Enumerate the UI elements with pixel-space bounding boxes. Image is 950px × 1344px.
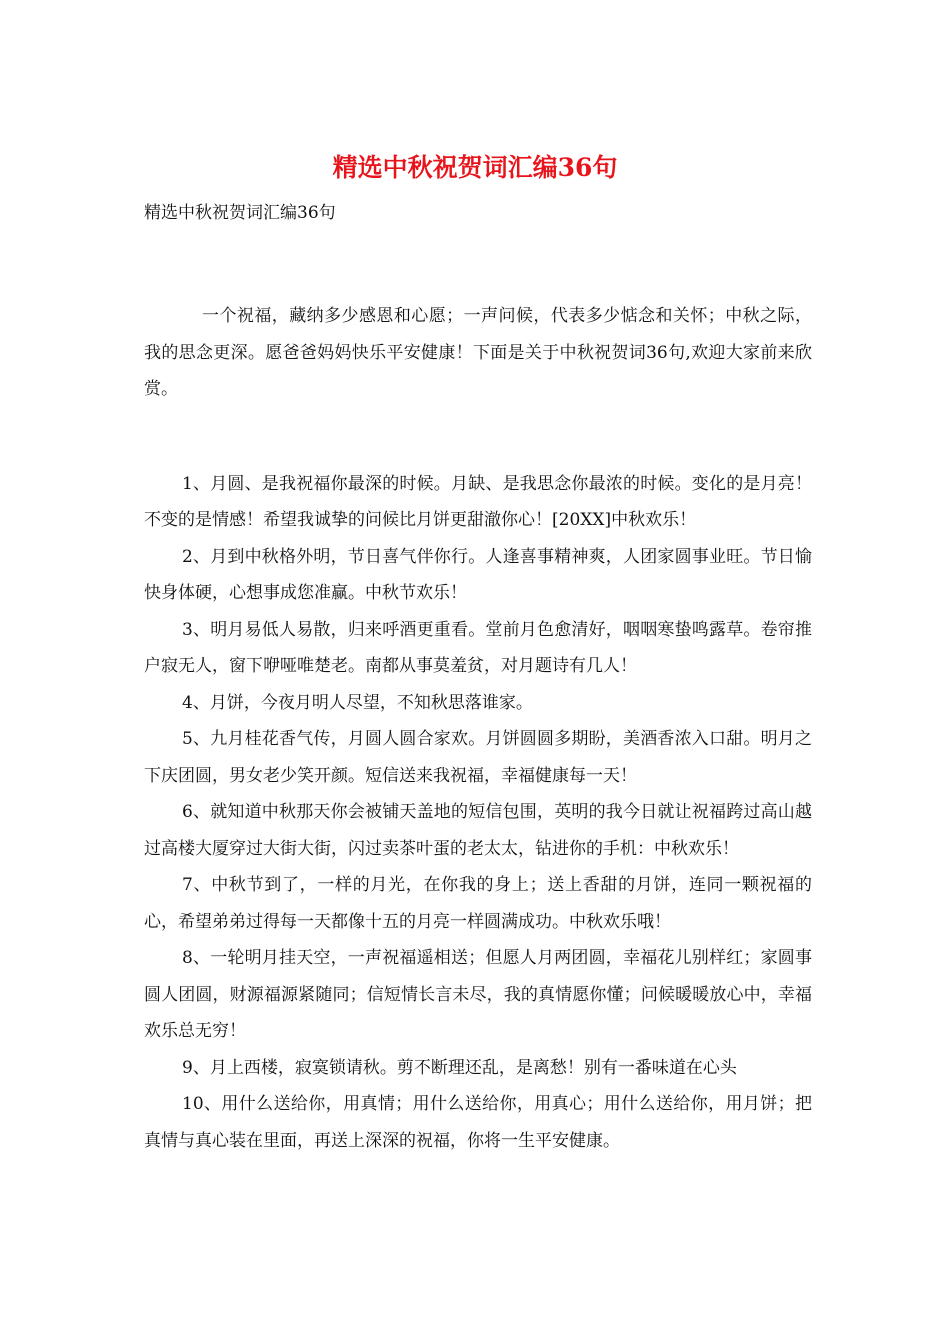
document-title: 精选中秋祝贺词汇编36句: [332, 153, 618, 182]
greeting-item-7: 7、中秋节到了，一样的月光，在你我的身上；送上香甜的月饼，连同一颗祝福的心，希望弟弟过得每一天都像十五的月亮一样圆满成功。中秋欢乐哦！: [144, 875, 812, 932]
document-subtitle: 精选中秋祝贺词汇编36句: [144, 203, 336, 223]
greeting-item-9: 9、月上西楼，寂寞锁请秋。剪不断理还乱，是离愁！别有一番味道在心头: [182, 1057, 737, 1078]
document-body: [144, 298, 812, 1159]
paragraph-spacer: [144, 408, 812, 466]
greeting-item-10: 10、用什么送给你，用真情；用什么送给你，用真心；用什么送给你，用月饼；把真情与真心装在里面，再送上深深的祝福，你将一生平安健康。: [144, 1094, 812, 1151]
greeting-item-5: 5、九月桂花香气传，月圆人圆合家欢。月饼圆圆多期盼，美酒香浓入口甜。明月之下庆团圆，男女老少笑开颜。短信送来我祝福，幸福健康每一天！: [144, 729, 812, 786]
intro-paragraph: 一个祝福，藏纳多少感恩和心愿；一声问候，代表多少惦念和关怀；中秋之际，我的思念更深。愿爸爸妈妈快乐平安健康！下面是关于中秋祝贺词36句,欢迎大家前来欣赏。: [144, 306, 812, 399]
greeting-item-1: 1、月圆、是我祝福你最深的时候。月缺、是我思念你最浓的时候。变化的是月亮！不变的是情感！希望我诚挚的问候比月饼更甜澈你心！[20XX]中秋欢乐！: [144, 473, 812, 530]
greeting-item-8: 8、一轮明月挂天空，一声祝福遥相送；但愿人月两团圆，幸福花儿别样红；家圆事圆人团圆，财源福源紧随同；信短情长言未尽，我的真情愿你懂；问候暖暖放心中，幸福欢乐总无穷！: [144, 948, 812, 1041]
greeting-item-4: 4、月饼，今夜月明人尽望，不知秋思落谁家。: [182, 692, 533, 713]
greeting-item-3: 3、明月易低人易散，归来呼酒更重看。堂前月色愈清好，咽咽寒蛰鸣露草。卷帘推户寂无人，窗下咿哑唯楚老。南都从事莫羞贫，对月题诗有几人！: [144, 619, 812, 676]
greeting-item-6: 6、就知道中秋那天你会被铺天盖地的短信包围，英明的我今日就让祝福跨过高山越过高楼大厦穿过大街大街，闪过卖茶叶蛋的老太太，钻进你的手机：中秋欢乐！: [144, 802, 812, 859]
greeting-item-2: 2、月到中秋格外明，节日喜气伴你行。人逢喜事精神爽，人团家圆事业旺。节日愉快身体硬，心想事成您准赢。中秋节欢乐！: [144, 546, 812, 603]
